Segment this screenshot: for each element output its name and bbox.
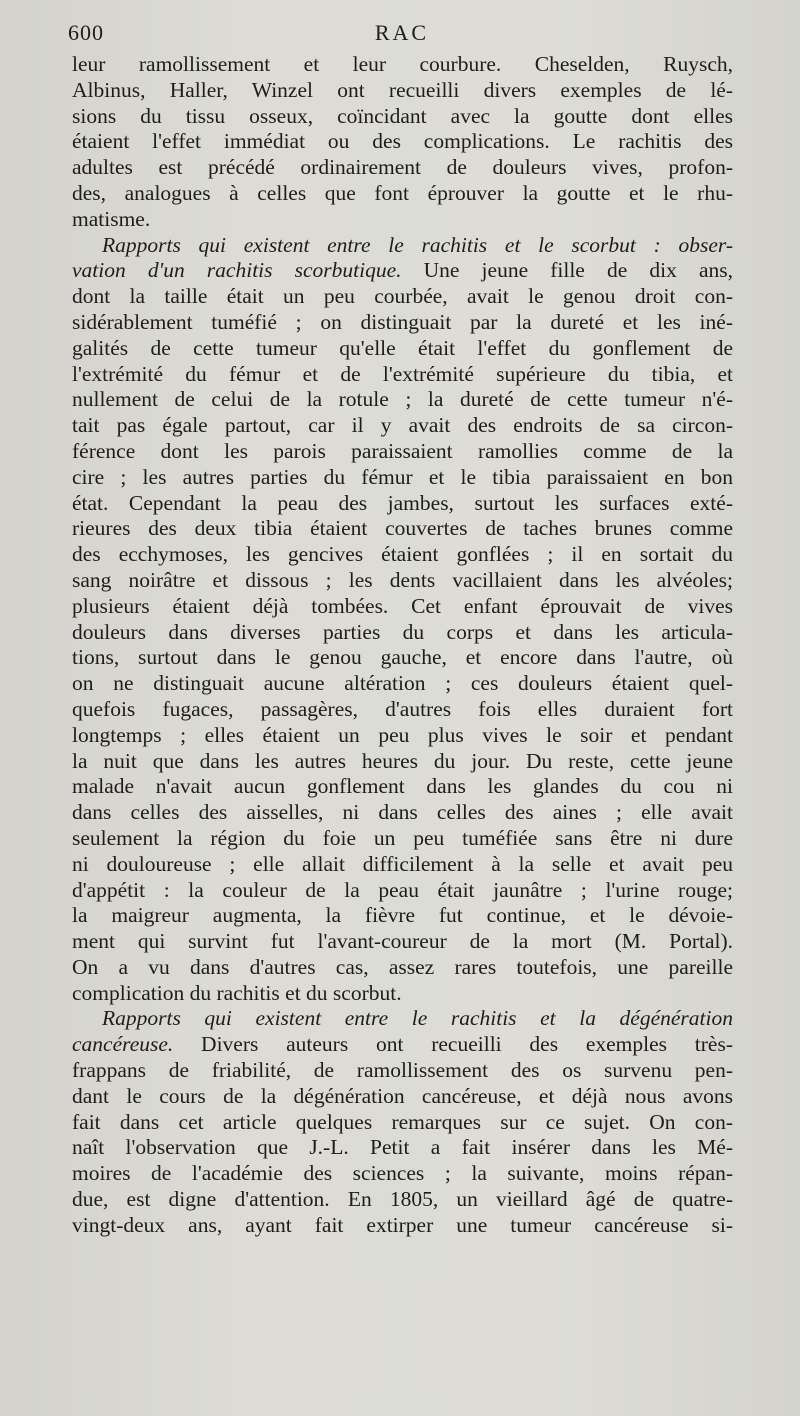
text-run: Divers auteurs ont recueilli des exemples très- [173, 1032, 733, 1057]
text-line: d'appétit : la couleur de la peau était jaunâtre ; l'urine rouge; [72, 877, 733, 902]
text-line: cire ; les autres parties du fémur et le tibia paraissaient en bon [72, 464, 733, 489]
text-line: sions du tissu osseux, coïncidant avec la goutte dont elles [72, 103, 733, 128]
paragraph-heading-line [72, 1006, 733, 1032]
text-line: complication du rachitis et du scorbut. [72, 980, 402, 1005]
text-line: la nuit que dans les autres heures du jour. Du reste, cette jeune [72, 748, 733, 773]
text-line: rieures des deux tibia étaient couvertes de taches brunes comme [72, 516, 733, 541]
text-line: ment qui survint fut l'avant-coureur de la mort (M. Portal). [72, 929, 733, 954]
text-line: galités de cette tumeur qu'elle était l'effet du gonflement de [72, 335, 733, 360]
section-heading: vation d'un rachitis scorbutique. [72, 258, 402, 283]
text-line: leur ramollissement et leur courbure. Cheselden, Ruysch, [72, 52, 733, 76]
page-number: 600 [68, 20, 104, 45]
text-line: plusieurs étaient déjà tombées. Cet enfant éprouvait de vives [72, 593, 733, 618]
text-line: dant le cours de la dégénération cancéreuse, et déjà nous avons [72, 1083, 733, 1108]
text-line: quefois fugaces, passagères, d'autres fois elles duraient fort [72, 696, 733, 721]
text-line: tait pas égale partout, car il y avait des endroits de sa circon- [72, 413, 733, 438]
text-line: état. Cependant la peau des jambes, surtout les surfaces exté- [72, 490, 733, 515]
text-line: douleurs dans diverses parties du corps et dans les articula- [72, 619, 733, 644]
text-line: moires de l'académie des sciences ; la suivante, moins répan- [72, 1161, 733, 1186]
text-line: dans celles des aisselles, ni dans celles des aines ; elle avait [72, 800, 733, 825]
text-line: sang noirâtre et dissous ; les dents vacillaient dans les alvéoles; [72, 567, 733, 592]
paragraph-heading-line [72, 233, 733, 259]
text-line: frappans de friabilité, de ramollissement des os survenu pen- [72, 1058, 733, 1083]
body-text [72, 52, 733, 1239]
text-line: tions, surtout dans le genou gauche, et encore dans l'autre, où [72, 645, 733, 670]
text-line [72, 258, 733, 284]
text-line: on ne distinguait aucune altération ; ces douleurs étaient quel- [72, 671, 733, 696]
text-line: adultes est précédé ordinairement de douleurs vives, profon- [72, 155, 733, 180]
text-line: férence dont les parois paraissaient ramollies comme de la [72, 438, 733, 463]
text-line [72, 1032, 733, 1058]
page-header [62, 20, 742, 46]
text-line: sidérablement tuméfié ; on distinguait par la dureté et les iné- [72, 309, 733, 334]
text-line: malade n'avait aucun gonflement dans les glandes du cou ni [72, 774, 733, 799]
text-line: vingt-deux ans, ayant fait extirper une tumeur cancéreuse si- [72, 1212, 733, 1237]
section-heading: cancéreuse. [72, 1032, 174, 1057]
paragraph-1 [72, 52, 733, 233]
text-line: On a vu dans d'autres cas, assez rares toutefois, une pareille [72, 954, 733, 979]
text-line: des, analogues à celles que font éprouver la goutte et le rhu- [72, 180, 733, 205]
text-line: Albinus, Haller, Winzel ont recueilli divers exemples de lé- [72, 77, 733, 102]
text-line: l'extrémité du fémur et de l'extrémité supérieure du tibia, et [72, 361, 733, 386]
section-heading: Rapports qui existent entre le rachitis et la dégénération [102, 1006, 733, 1031]
text-line: longtemps ; elles étaient un peu plus vives le soir et pendant [72, 722, 733, 747]
text-line: ni douloureuse ; elle allait difficilement à la selle et avait peu [72, 851, 733, 876]
text-line: étaient l'effet immédiat ou des complications. Le rachitis des [72, 129, 733, 154]
section-heading: Rapports qui existent entre le rachitis et le scorbut : obser- [102, 232, 733, 257]
running-head: RAC [374, 20, 430, 45]
text-run: Une jeune fille de dix ans, [401, 258, 733, 283]
text-line: nullement de celui de la rotule ; la dureté de cette tumeur n'é- [72, 387, 733, 412]
paragraph-2 [72, 233, 733, 1007]
text-line: dont la taille était un peu courbée, avait le genou droit con- [72, 284, 733, 309]
text-line: seulement la région du foie un peu tuméfiée sans être ni dure [72, 825, 733, 850]
paragraph-3 [72, 1006, 733, 1238]
text-line: matisme. [72, 206, 151, 231]
text-line: des ecchymoses, les gencives étaient gonflées ; il en sortait du [72, 542, 733, 567]
text-line: la maigreur augmenta, la fièvre fut continue, et le dévoie- [72, 903, 733, 928]
text-line: due, est digne d'attention. En 1805, un vieillard âgé de quatre- [72, 1187, 733, 1212]
text-line: naît l'observation que J.-L. Petit a fait insérer dans les Mé- [72, 1135, 733, 1160]
text-line: fait dans cet article quelques remarques sur ce sujet. On con- [72, 1109, 733, 1134]
